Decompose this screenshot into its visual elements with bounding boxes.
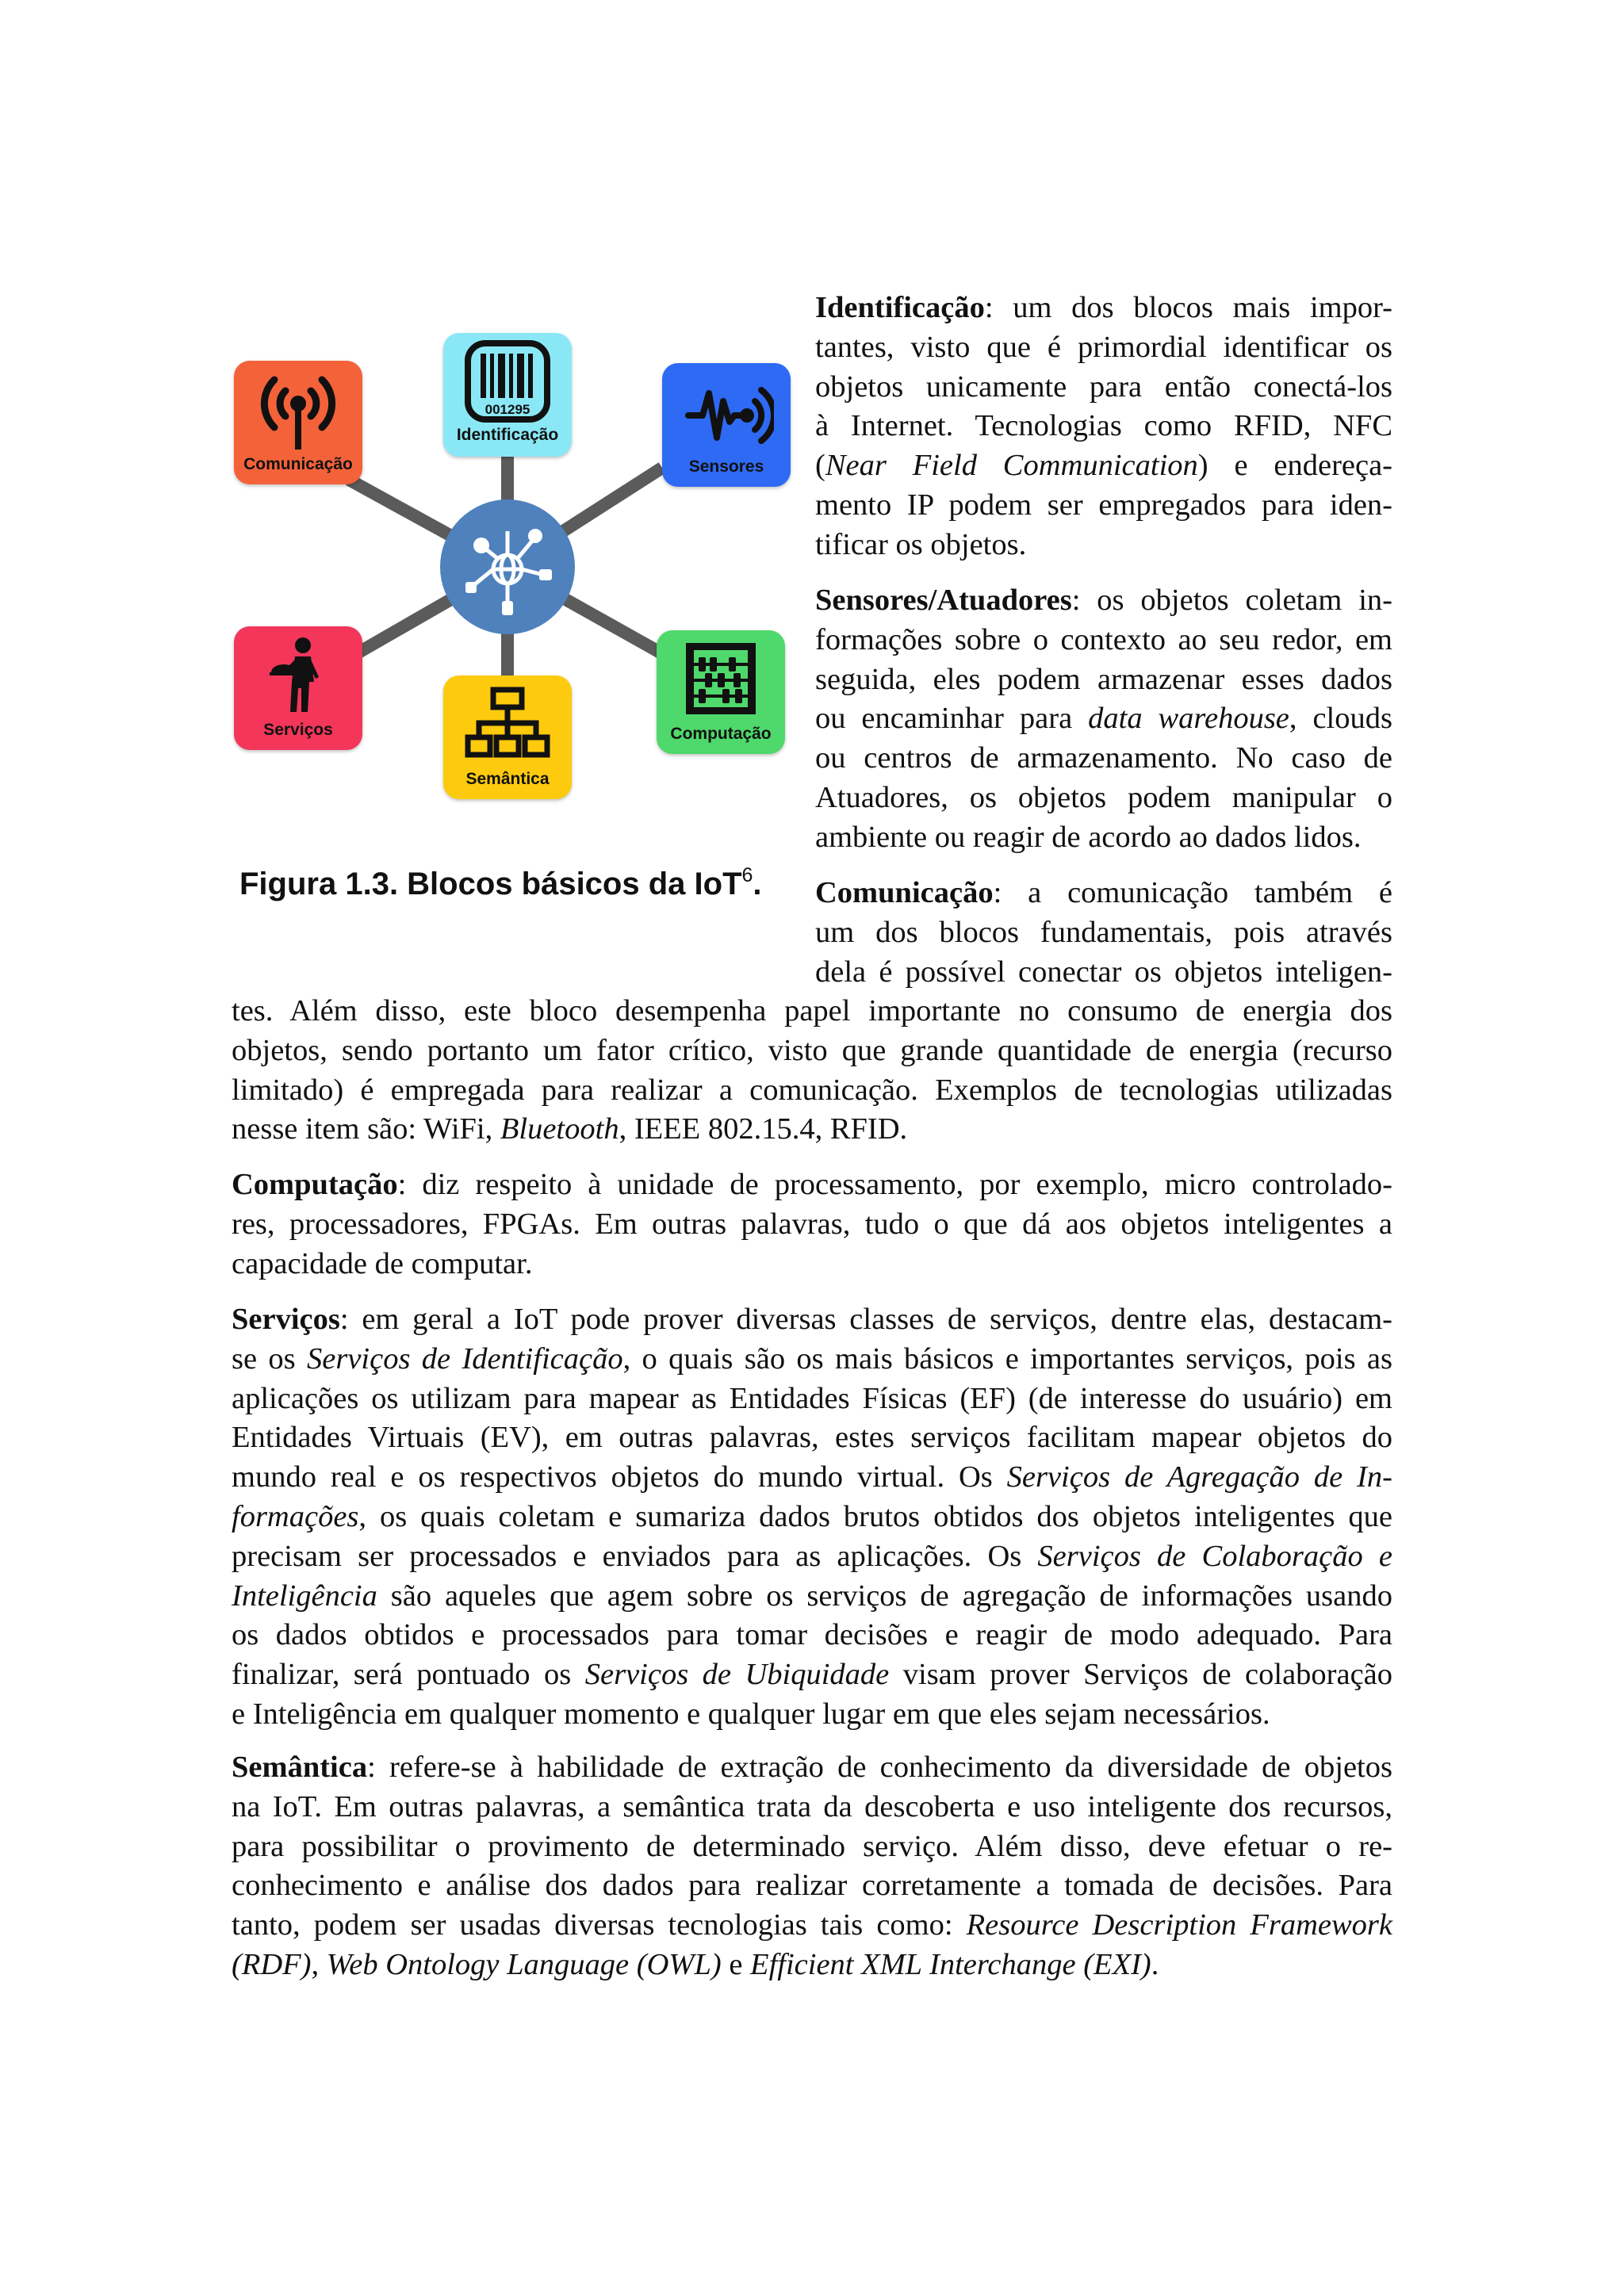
footnote-marker: 6 [741,864,753,886]
figure-caption: Figura 1.3. Blocos básicos da IoT$^6$. [239,864,762,901]
term-semantica: Semântica [232,1751,368,1784]
identificacao-block [443,333,572,457]
barcode-number: 001295 [485,402,530,417]
network-hub-icon [440,499,575,634]
comunicacao-label: Comunicação [243,455,353,473]
hierarchy-icon [460,682,555,767]
term-computacao: Computação [232,1168,398,1201]
iot-blocks-figure [230,333,785,809]
semantica-block [443,675,572,799]
paragraph-identificacao: Identificação: um dos blocos mais impor- tantes, visto que é primordial identificar os objetos unicamente para então conectá-los à Internet. Tecnologias como RFID, NFC (Near Field Communication) e endereça- mento IP podem ser empregados para iden- tificar os objetos. [815,291,1392,561]
servicos-block [234,626,362,750]
paragraph-servicos: Serviços: em geral a IoT pode prover diversas classes de serviços, dentre elas, destacam- se os Serviços de Identificação, o quais são os mais básicos e importantes serviços, pois as aplicações os utilizam para mapear as Entidades Físicas (EF) (de interesse do usuário) em Entidades Virtuais (EV), em outras palavras, estes serviços facilitam mapear objetos do mundo real e os respectivos objetos do mundo virtual. Os Serviços de Agregação de In- formações, os quais coletam e sumariza dados brutos obtidos dos objetos inteligentes que precisam ser processados e enviados para as aplicações. Os Serviços de Colaboração e Inteligência são aqueles que agem sobre os serviços de agregação de informações usando os dados obtidos e processados para tomar decisões e reagir de modo adequado. Para finalizar, será pontuado os Serviços de Ubiquidade visam prover Serviços de colaboração e Inteligência em qualquer momento e qualquer lugar em que eles sejam necessários. [232,1303,1392,1731]
term-sensores: Sensores/Atuadores [815,584,1072,617]
semantica-label: Semântica [465,770,550,788]
term-servicos: Serviços [232,1303,340,1336]
antenna-signal-icon [251,367,346,453]
waiter-icon [251,633,346,718]
term-identificacao: Identificação [815,291,985,324]
identificacao-label: Identificação [456,426,559,444]
paragraph-comunicacao-start: Comunicação: a comunicação também é um dos blocos fundamentais, pois através dela é possível conectar os objetos inteligen- [815,876,1392,989]
computacao-block [657,630,785,754]
sensores-block [662,363,791,487]
sensor-wave-icon [679,369,774,455]
iot-hub-node [440,499,575,634]
comunicacao-block [234,361,362,484]
paragraph-computacao: Computação: diz respeito à unidade de processamento, por exemplo, micro controlado- res, processadores, FPGAs. Em outras palavras, tudo o que dá aos objetos inteligentes a capacidade de computar. [232,1168,1392,1280]
sensores-label: Sensores [688,457,764,476]
paragraph-comunicacao-cont: tes. Além disso, este bloco desempenha papel importante no consumo de energia dos objetos, sendo portanto um fator crítico, visto que grande quantidade de energia (recurso limitado) é empregada para realizar a comunicação. Exemplos de tecnologias utilizadas nesse item são: WiFi, Bluetooth, IEEE 802.15.4, RFID. [232,994,1392,1146]
abacus-icon [673,637,768,722]
servicos-label: Serviços [263,721,333,739]
paragraph-semantica: Semântica: refere-se à habilidade de extração de conhecimento da diversidade de objetos na IoT. Em outras palavras, a semântica trata da descoberta e uso inteligente dos recursos, para possibilitar o provimento de determinado serviço. Além disso, deve efetuar o re- conhecimento e análise dos dados para realizar corretamente a tomada de decisões. Para tanto, podem ser usadas diversas tecnologias tais como: Resource Description Framework (RDF), Web Ontology Language (OWL) e Efficient XML Interchange (EXI). [232,1751,1392,1981]
paragraph-sensores: Sensores/Atuadores: os objetos coletam in- formações sobre o contexto ao seu redor, em seguida, eles podem armazenar esses dados ou encaminhar para data warehouse, clouds ou centros de armazenamento. No caso de Atuadores, os objetos podem manipular o ambiente ou reagir de acordo ao dados lidos. [815,584,1392,854]
barcode-icon [460,339,555,427]
computacao-label: Computação [670,725,772,743]
term-comunicacao: Comunicação [815,876,994,909]
